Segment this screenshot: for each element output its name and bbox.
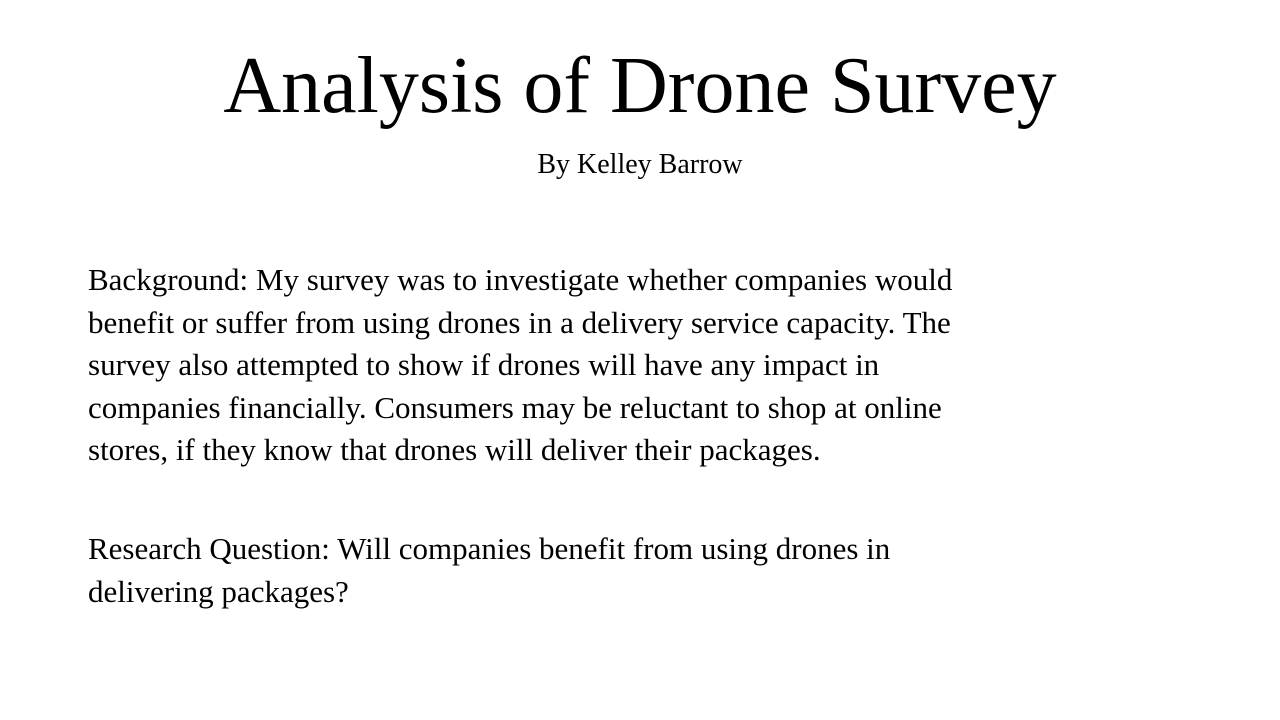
background-line: Background: My survey was to investigate whether companies would — [88, 262, 953, 297]
research-question-line: delivering packages? — [88, 573, 349, 609]
slide-title: Analysis of Drone Survey — [223, 42, 1057, 130]
research-question-paragraph — [88, 528, 1158, 613]
background-line: stores, if they know that drones will deliver their packages. — [88, 432, 821, 467]
background-paragraph — [88, 259, 1158, 472]
background-line: benefit or suffer from using drones in a delivery service capacity. The — [88, 304, 951, 340]
background-line: survey also attempted to show if drones will have any impact in — [88, 347, 880, 382]
author-byline: By Kelley Barrow — [537, 149, 743, 180]
research-question-line: Research Question: Will companies benefit from using drones in — [88, 531, 891, 566]
background-line: companies financially. Consumers may be reluctant to shop at online — [88, 389, 942, 425]
